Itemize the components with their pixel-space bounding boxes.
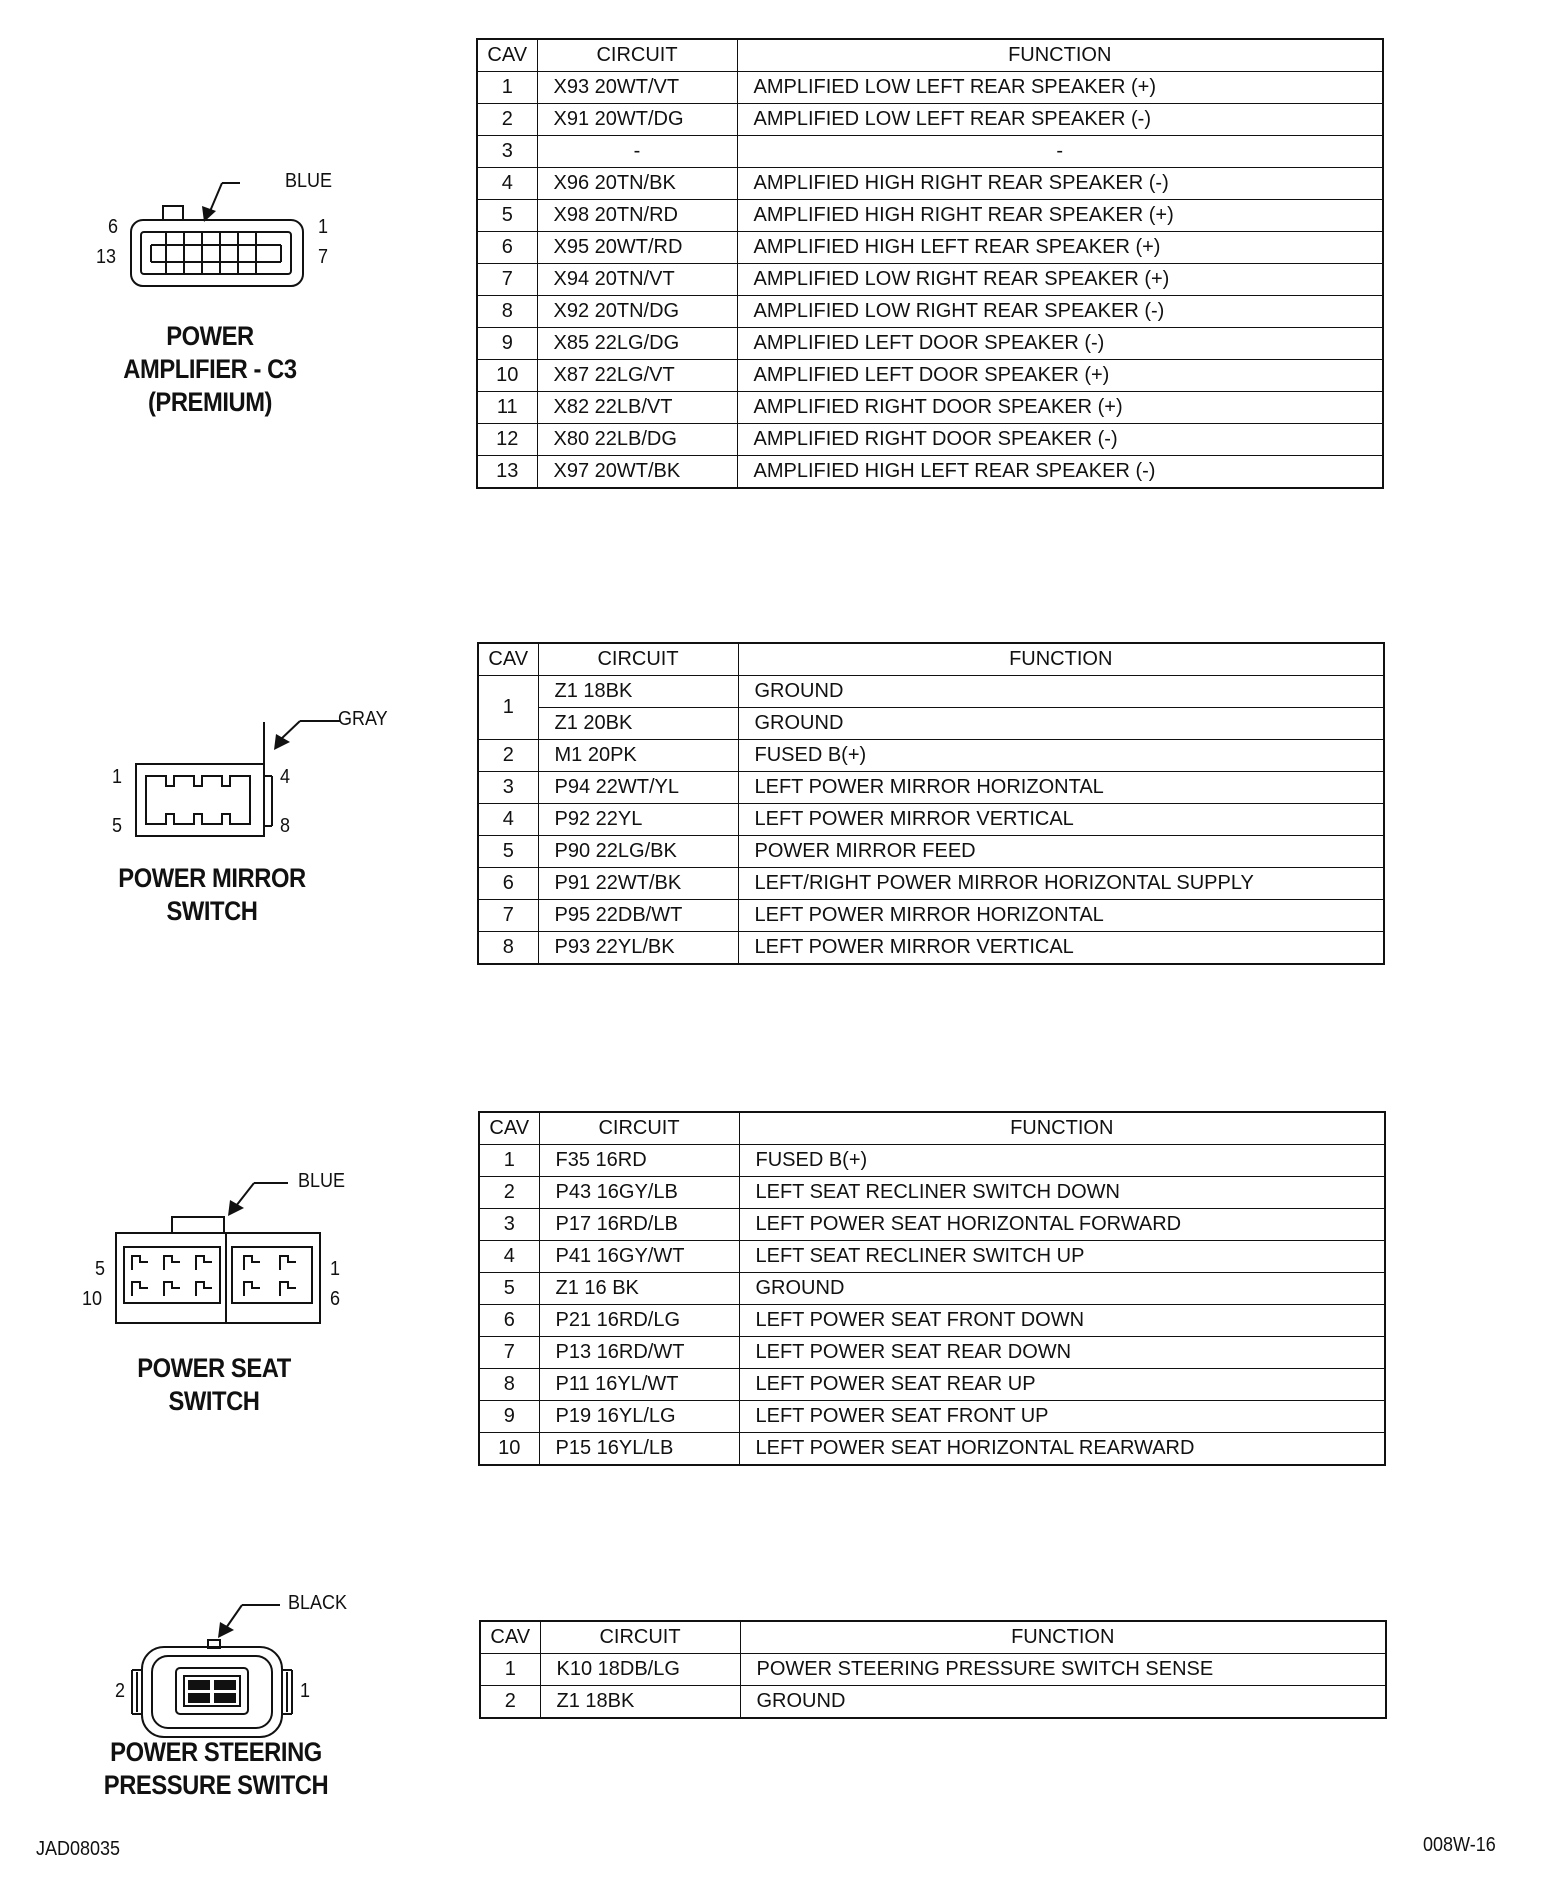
connector-color-label: BLUE (298, 1170, 346, 1192)
cav-cell: 1 (480, 1654, 540, 1686)
pin-label-bottom-left: 5 (112, 815, 123, 837)
cav-cell: 11 (477, 392, 537, 424)
table-row (479, 1305, 1385, 1337)
table-row (480, 1686, 1386, 1719)
cav-cell: 9 (477, 328, 537, 360)
function-cell: AMPLIFIED LOW RIGHT REAR SPEAKER (-) (737, 296, 1383, 328)
circuit-cell: X91 20WT/DG (537, 104, 737, 136)
cav-cell: 1 (478, 676, 538, 740)
circuit-cell: P41 16GY/WT (539, 1241, 739, 1273)
table-row (477, 264, 1383, 296)
table-row (477, 328, 1383, 360)
function-cell: POWER MIRROR FEED (738, 836, 1384, 868)
connector-color-label: BLACK (288, 1592, 348, 1614)
table-row (479, 1369, 1385, 1401)
pinout-table-power-seat-switch (478, 1111, 1386, 1466)
function-cell: AMPLIFIED LOW LEFT REAR SPEAKER (+) (737, 72, 1383, 104)
column-header-circuit: CIRCUIT (540, 1621, 740, 1654)
title-line: POWER MIRROR (118, 863, 306, 893)
table-row (477, 104, 1383, 136)
table-header-row (480, 1621, 1386, 1654)
cav-cell: 7 (479, 1337, 539, 1369)
connector-title (95, 1736, 338, 1802)
cav-cell: 5 (478, 836, 538, 868)
cav-cell: 7 (478, 900, 538, 932)
circuit-cell: M1 20PK (538, 740, 738, 772)
circuit-cell: X82 22LB/VT (537, 392, 737, 424)
circuit-cell: - (537, 136, 737, 168)
column-header-cav: CAV (478, 643, 538, 676)
cav-cell: 3 (479, 1209, 539, 1241)
table-row (479, 1337, 1385, 1369)
function-cell: LEFT POWER SEAT HORIZONTAL FORWARD (739, 1209, 1385, 1241)
cav-cell: 10 (479, 1433, 539, 1466)
table-row (478, 708, 1384, 740)
pin-label-bottom-right: 6 (330, 1288, 341, 1310)
table-row (477, 296, 1383, 328)
cav-cell: 1 (477, 72, 537, 104)
cav-cell: 6 (479, 1305, 539, 1337)
circuit-cell: X98 20TN/RD (537, 200, 737, 232)
table-row (477, 168, 1383, 200)
circuit-cell: P92 22YL (538, 804, 738, 836)
circuit-cell: Z1 18BK (538, 676, 738, 708)
cav-cell: 8 (477, 296, 537, 328)
function-cell: LEFT POWER MIRROR VERTICAL (738, 932, 1384, 965)
title-line: SWITCH (168, 1386, 260, 1416)
pinout-table-power-steering-pressure-switch (479, 1620, 1387, 1719)
column-header-circuit: CIRCUIT (539, 1112, 739, 1145)
table-row (477, 232, 1383, 264)
function-cell: AMPLIFIED LOW RIGHT REAR SPEAKER (+) (737, 264, 1383, 296)
table-row (479, 1433, 1385, 1466)
circuit-cell: Z1 18BK (540, 1686, 740, 1719)
function-cell: AMPLIFIED HIGH LEFT REAR SPEAKER (+) (737, 232, 1383, 264)
connector-color-label: BLUE (285, 170, 333, 192)
cav-cell: 2 (479, 1177, 539, 1209)
circuit-cell: P90 22LG/BK (538, 836, 738, 868)
table-row (477, 456, 1383, 489)
function-cell: LEFT POWER MIRROR HORIZONTAL (738, 772, 1384, 804)
function-cell: AMPLIFIED LEFT DOOR SPEAKER (+) (737, 360, 1383, 392)
title-line: POWER STEERING (110, 1737, 322, 1767)
circuit-cell: P93 22YL/BK (538, 932, 738, 965)
cav-cell: 2 (480, 1686, 540, 1719)
function-cell: LEFT SEAT RECLINER SWITCH UP (739, 1241, 1385, 1273)
circuit-cell: K10 18DB/LG (540, 1654, 740, 1686)
column-header-cav: CAV (480, 1621, 540, 1654)
cav-cell: 4 (477, 168, 537, 200)
table-row (479, 1273, 1385, 1305)
circuit-cell: X92 20TN/DG (537, 296, 737, 328)
title-line: AMPLIFIER - C3 (123, 354, 297, 384)
cav-cell: 1 (479, 1145, 539, 1177)
function-cell: GROUND (740, 1686, 1386, 1719)
figure-id-left: JAD08035 (36, 1838, 121, 1860)
cav-cell: 4 (478, 804, 538, 836)
column-header-circuit: CIRCUIT (538, 643, 738, 676)
function-cell: AMPLIFIED RIGHT DOOR SPEAKER (-) (737, 424, 1383, 456)
table-row (479, 1209, 1385, 1241)
pinout-table-power-mirror-switch (477, 642, 1385, 965)
arrow-icon (218, 1622, 234, 1638)
table-row (477, 360, 1383, 392)
circuit-cell: P17 16RD/LB (539, 1209, 739, 1241)
function-cell: LEFT POWER MIRROR HORIZONTAL (738, 900, 1384, 932)
table-row (478, 740, 1384, 772)
title-line: (PREMIUM) (147, 387, 273, 417)
circuit-cell: P43 16GY/LB (539, 1177, 739, 1209)
column-header-cav: CAV (479, 1112, 539, 1145)
function-cell: GROUND (738, 676, 1384, 708)
column-header-function: FUNCTION (737, 39, 1383, 72)
circuit-cell: P94 22WT/YL (538, 772, 738, 804)
column-header-function: FUNCTION (739, 1112, 1385, 1145)
table-row (479, 1401, 1385, 1433)
pin-label-right: 1 (300, 1680, 311, 1702)
figure-id-right: 008W-16 (1423, 1834, 1496, 1856)
table-row (478, 868, 1384, 900)
power-steering-connector-drawing (0, 0, 420, 1760)
function-cell: LEFT POWER SEAT FRONT UP (739, 1401, 1385, 1433)
cav-cell: 6 (477, 232, 537, 264)
cav-cell: 12 (477, 424, 537, 456)
circuit-cell: P19 16YL/LG (539, 1401, 739, 1433)
table-header-row (479, 1112, 1385, 1145)
circuit-cell: P15 16YL/LB (539, 1433, 739, 1466)
circuit-cell: P95 22DB/WT (538, 900, 738, 932)
function-cell: AMPLIFIED LEFT DOOR SPEAKER (-) (737, 328, 1383, 360)
pin-label-top-left: 5 (95, 1258, 106, 1280)
title-line: SWITCH (166, 896, 258, 926)
cav-cell: 3 (478, 772, 538, 804)
function-cell: AMPLIFIED HIGH RIGHT REAR SPEAKER (+) (737, 200, 1383, 232)
cav-cell: 7 (477, 264, 537, 296)
cav-cell: 8 (478, 932, 538, 965)
pin-label-left: 2 (115, 1680, 126, 1702)
pin-label-bottom-left: 10 (82, 1288, 103, 1310)
function-cell: AMPLIFIED RIGHT DOOR SPEAKER (+) (737, 392, 1383, 424)
circuit-cell: Z1 16 BK (539, 1273, 739, 1305)
function-cell: AMPLIFIED HIGH RIGHT REAR SPEAKER (-) (737, 168, 1383, 200)
circuit-cell: X97 20WT/BK (537, 456, 737, 489)
function-cell: AMPLIFIED HIGH LEFT REAR SPEAKER (-) (737, 456, 1383, 489)
column-header-function: FUNCTION (740, 1621, 1386, 1654)
cav-cell: 3 (477, 136, 537, 168)
circuit-cell: P21 16RD/LG (539, 1305, 739, 1337)
function-cell: GROUND (738, 708, 1384, 740)
cav-cell: 6 (478, 868, 538, 900)
table-row (478, 932, 1384, 965)
function-cell: LEFT POWER MIRROR VERTICAL (738, 804, 1384, 836)
pin-label-top-left: 6 (108, 216, 119, 238)
table-row (477, 200, 1383, 232)
table-row (478, 772, 1384, 804)
function-cell: LEFT POWER SEAT HORIZONTAL REARWARD (739, 1433, 1385, 1466)
function-cell: - (737, 136, 1383, 168)
table-row (479, 1241, 1385, 1273)
pin-label-bottom-right: 7 (318, 246, 329, 268)
table-header-row (477, 39, 1383, 72)
function-cell: LEFT/RIGHT POWER MIRROR HORIZONTAL SUPPLY (738, 868, 1384, 900)
title-line: PRESSURE SWITCH (103, 1770, 329, 1800)
cav-cell: 5 (477, 200, 537, 232)
function-cell: LEFT POWER SEAT REAR DOWN (739, 1337, 1385, 1369)
cav-cell: 2 (477, 104, 537, 136)
cav-cell: 2 (478, 740, 538, 772)
function-cell: LEFT POWER SEAT FRONT DOWN (739, 1305, 1385, 1337)
circuit-cell: P13 16RD/WT (539, 1337, 739, 1369)
table-row (477, 392, 1383, 424)
title-line: POWER (166, 321, 254, 351)
table-row (479, 1177, 1385, 1209)
pin-label-top-right: 4 (280, 766, 291, 788)
table-row (480, 1654, 1386, 1686)
circuit-cell: X85 22LG/DG (537, 328, 737, 360)
table-row (478, 836, 1384, 868)
pin-label-top-right: 1 (330, 1258, 341, 1280)
circuit-cell: X96 20TN/BK (537, 168, 737, 200)
cav-cell: 4 (479, 1241, 539, 1273)
connector-color-label: GRAY (338, 708, 388, 730)
circuit-cell: P91 22WT/BK (538, 868, 738, 900)
function-cell: LEFT SEAT RECLINER SWITCH DOWN (739, 1177, 1385, 1209)
cav-cell: 8 (479, 1369, 539, 1401)
pin-label-bottom-right: 8 (280, 815, 291, 837)
pin-label-top-left: 1 (112, 766, 123, 788)
column-header-circuit: CIRCUIT (537, 39, 737, 72)
cav-cell: 5 (479, 1273, 539, 1305)
circuit-cell: Z1 20BK (538, 708, 738, 740)
circuit-cell: F35 16RD (539, 1145, 739, 1177)
table-row (477, 136, 1383, 168)
circuit-cell: X93 20WT/VT (537, 72, 737, 104)
cav-cell: 10 (477, 360, 537, 392)
column-header-cav: CAV (477, 39, 537, 72)
circuit-cell: X95 20WT/RD (537, 232, 737, 264)
function-cell: FUSED B(+) (738, 740, 1384, 772)
function-cell: GROUND (739, 1273, 1385, 1305)
circuit-cell: P11 16YL/WT (539, 1369, 739, 1401)
pin-label-top-right: 1 (318, 216, 329, 238)
circuit-cell: X87 22LG/VT (537, 360, 737, 392)
title-line: POWER SEAT (137, 1353, 291, 1383)
function-cell: FUSED B(+) (739, 1145, 1385, 1177)
table-row (478, 804, 1384, 836)
function-cell: LEFT POWER SEAT REAR UP (739, 1369, 1385, 1401)
table-row (479, 1145, 1385, 1177)
table-row (478, 900, 1384, 932)
table-row (478, 676, 1384, 708)
table-row (477, 72, 1383, 104)
cav-cell: 13 (477, 456, 537, 489)
circuit-cell: X94 20TN/VT (537, 264, 737, 296)
column-header-function: FUNCTION (738, 643, 1384, 676)
table-header-row (478, 643, 1384, 676)
circuit-cell: X80 22LB/DG (537, 424, 737, 456)
function-cell: POWER STEERING PRESSURE SWITCH SENSE (740, 1654, 1386, 1686)
function-cell: AMPLIFIED LOW LEFT REAR SPEAKER (-) (737, 104, 1383, 136)
pinout-table-power-amplifier (476, 38, 1384, 489)
table-row (477, 424, 1383, 456)
cav-cell: 9 (479, 1401, 539, 1433)
pin-label-bottom-left: 13 (96, 246, 117, 268)
